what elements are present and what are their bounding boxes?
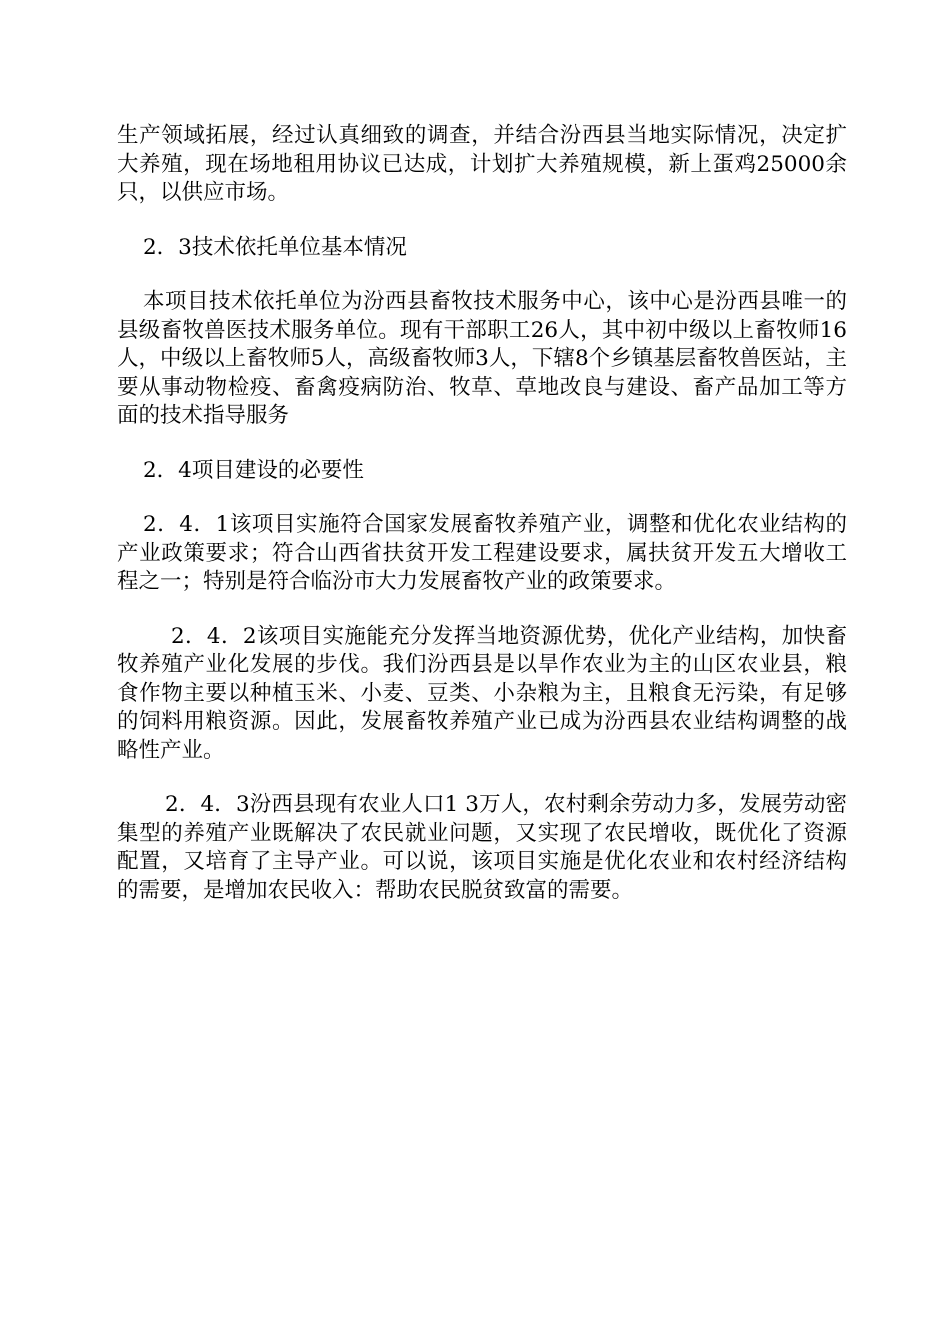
section-heading-2-4: 2．4项目建设的必要性 [143, 457, 364, 483]
paragraph-2-4-3: 2．4．3汾西县现有农业人口1 3万人，农村剩余劳动力多，发展劳动密集型的养殖产业既解决了农民就业问题，又实现了农民增收，既优化了资源配置，又培育了主导产业。可以说，该项目实施是优化农业和农村经济结构的需要，是增加农民收入：帮助农民脱贫致富的需要。 [117, 792, 847, 903]
document-body [117, 122, 847, 931]
paragraph-2-4-2: 2．4．2该项目实施能充分发挥当地资源优势，优化产业结构，加快畜牧养殖产业化发展的步伐。我们汾西县是以旱作农业为主的山区农业县，粮食作物主要以种植玉米、小麦、豆类、小杂粮为主，且粮食无污染，有足够的饲料用粮资源。因此，发展畜牧养殖产业已成为汾西县农业结构调整的战略性产业。 [117, 623, 847, 763]
paragraph-2-4-1: 2．4．1该项目实施符合国家发展畜牧养殖产业，调整和优化农业结构的产业政策要求；符合山西省扶贫开发工程建设要求，属扶贫开发五大增收工程之一；特别是符合临汾市大力发展畜牧产业的政策要求。 [117, 512, 847, 594]
paragraph-continued: 生产领域拓展，经过认真细致的调查，并结合汾西县当地实际情况，决定扩大养殖，现在场地租用协议已达成，计划扩大养殖规模，新上蛋鸡25000余只，以供应市场。 [117, 123, 847, 205]
section-heading-2-3: 2．3技术依托单位基本情况 [143, 234, 407, 260]
paragraph-tech-support-unit: 本项目技术依托单位为汾西县畜牧技术服务中心，该中心是汾西县唯一的县级畜牧兽医技术服务单位。现有干部职工26人，其中初中级以上畜牧师16人，中级以上畜牧师5人，高级畜牧师3人，下辖8个乡镇基层畜牧兽医站，主要从事动物检疫、畜禽疫病防治、牧草、草地改良与建设、畜产品加工等方面的技术指导服务 [117, 289, 847, 428]
